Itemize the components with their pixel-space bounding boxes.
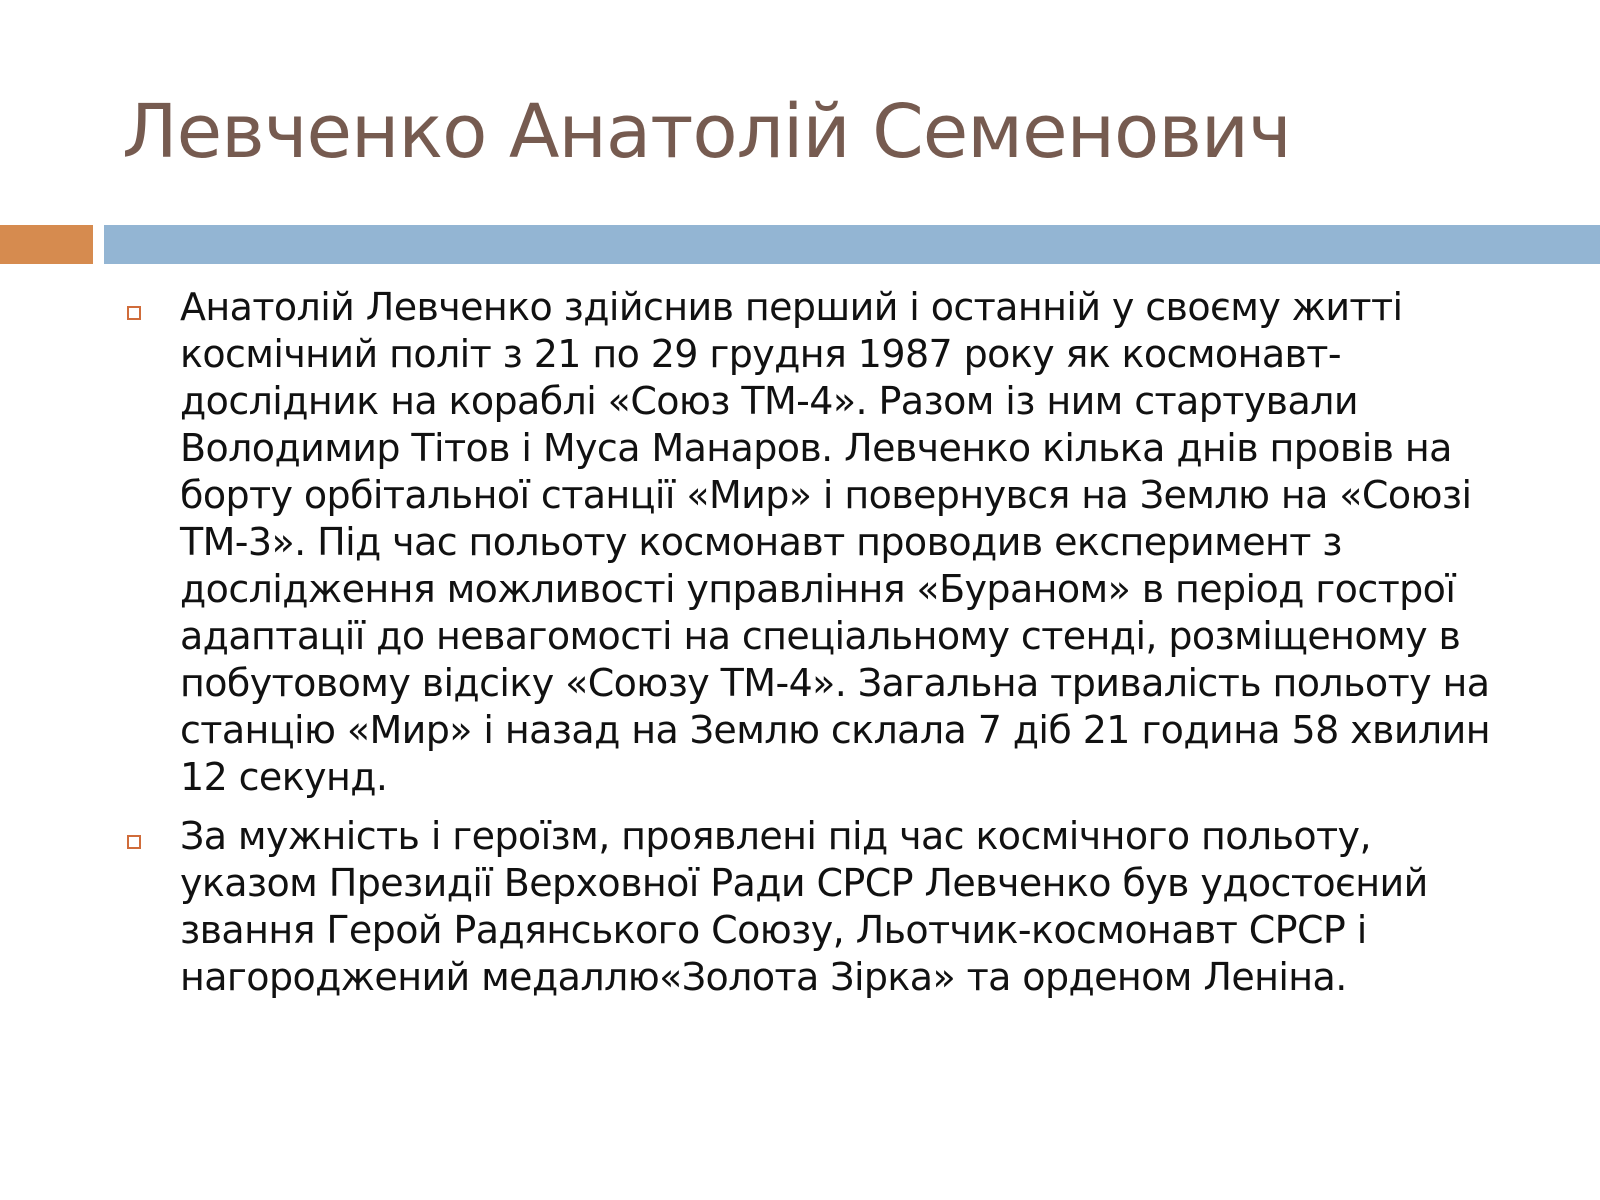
bullet-text: За мужність і героїзм, проявлені під час космічного польоту, указом Президії Верховної Ради СРСР Левченко був удостоєний звання Герой Радянського Союзу, Льотчик-космонавт СРСР і нагороджений медаллю«Золота Зірка» та орденом Леніна. <box>180 814 1428 999</box>
slide-title: Левченко Анатолій Семенович <box>122 89 1291 175</box>
bullet-item <box>0 813 1600 1001</box>
bullet-item <box>0 284 1600 801</box>
title-divider-bar <box>104 225 1600 264</box>
accent-bar <box>0 225 93 264</box>
bullet-text: Анатолій Левченко здійснив перший і останній у своєму житті космічний політ з 21 по 29 грудня 1987 року як космонавт-дослідник на кораблі «Союз ТМ-4». Разом із ним стартували Володимир Тітов і Муса Манаров. Левченко кілька днів провів на борту орбітальної станції «Мир» і повернувся на Землю на «Союзі ТМ-3». Під час польоту космонавт проводив експеримент з дослідження можливості управління «Бураном» в період гострої адаптації до невагомості на спеціальному стенді, розміщеному в побутовому відсіку «Союзу ТМ-4». Загальна тривалість польоту на станцію «Мир» і назад на Землю склала 7 діб 21 година 58 хвилин 12 секунд. <box>180 285 1490 799</box>
hollow-square-bullet-icon <box>127 306 141 320</box>
hollow-square-bullet-icon <box>127 835 141 849</box>
bullet-list <box>0 284 1600 1013</box>
